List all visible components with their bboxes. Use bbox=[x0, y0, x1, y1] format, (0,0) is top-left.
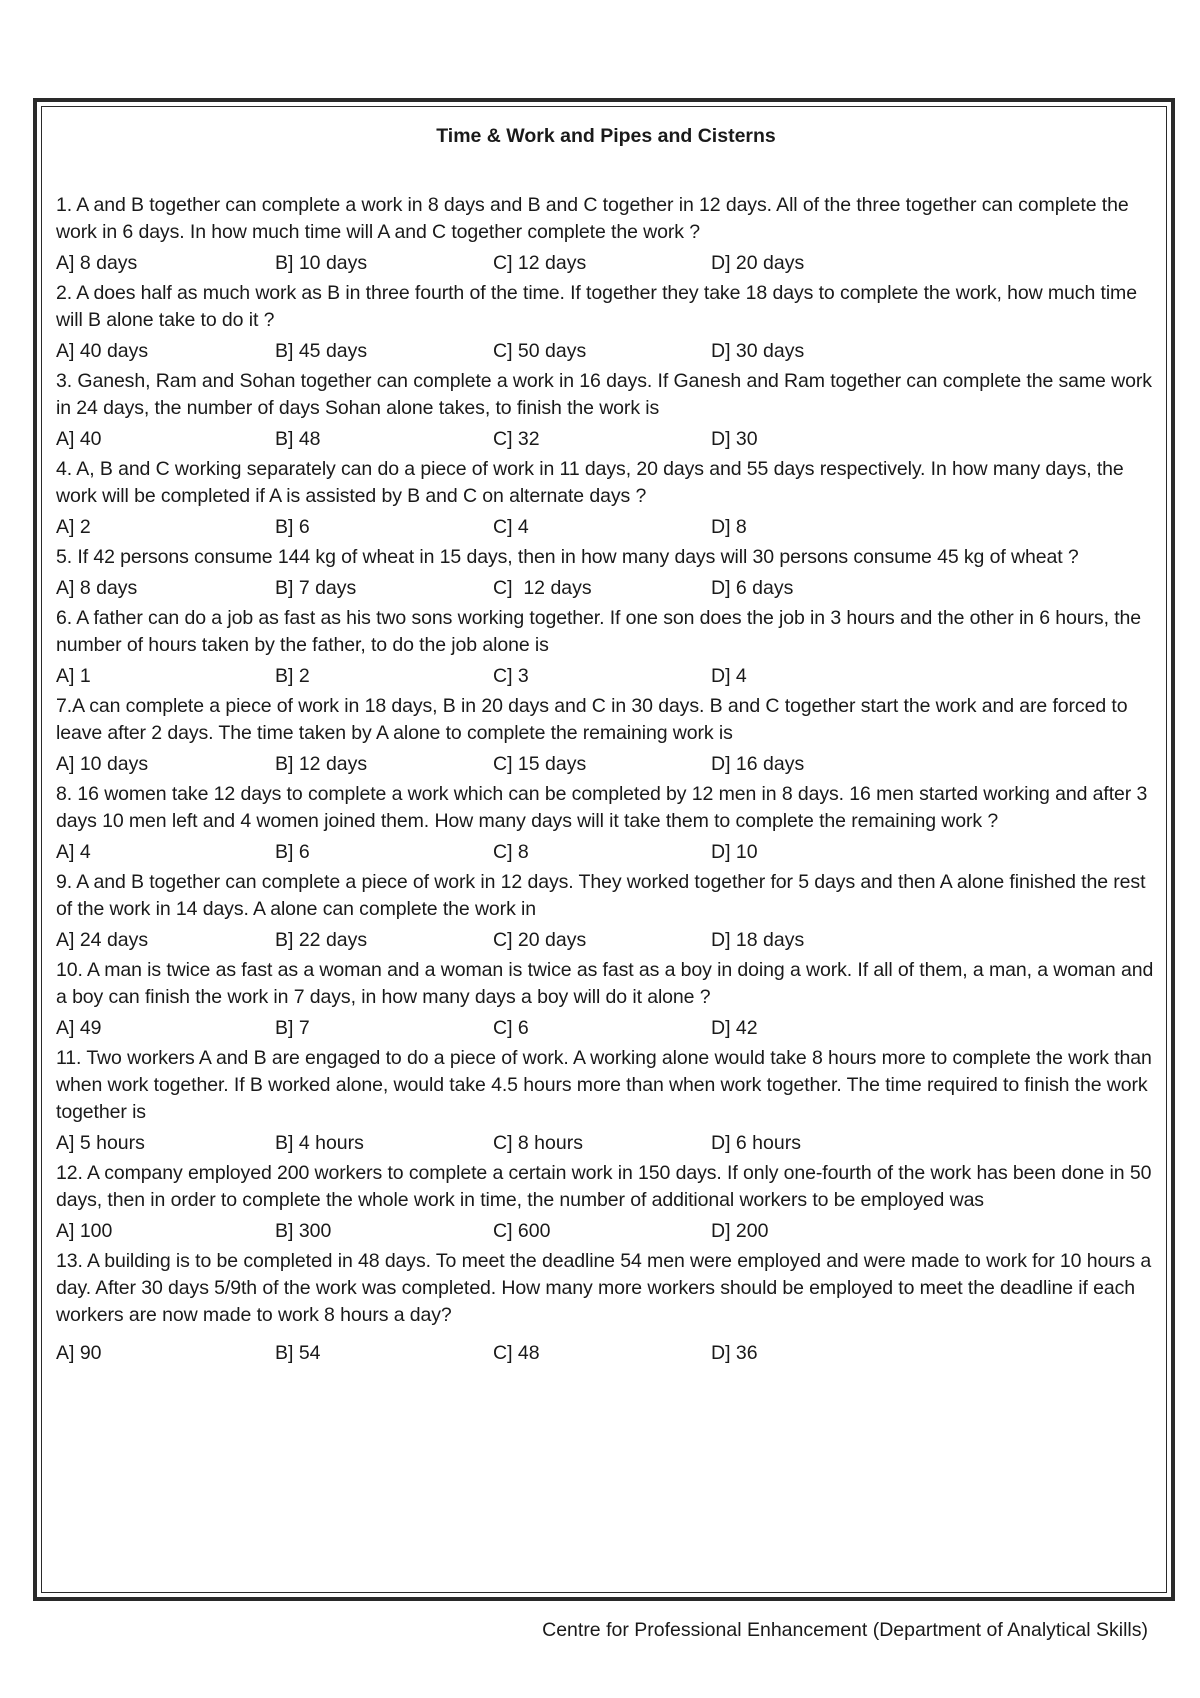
option-row bbox=[56, 1011, 1156, 1045]
option-c: C] 4 bbox=[493, 516, 529, 538]
question-text: 1. A and B together can complete a work in 8 days and B and C together in 12 days. All of the three together can complete the work in 6 days. In how much time will A and C together complete the work ? bbox=[56, 194, 1129, 243]
question bbox=[56, 781, 1156, 869]
option-row bbox=[56, 334, 1156, 368]
option-d: D] 10 bbox=[711, 841, 758, 863]
question bbox=[56, 544, 1156, 605]
option-d: D] 6 hours bbox=[711, 1132, 801, 1154]
option-c: C] 48 bbox=[493, 1342, 540, 1364]
option-c: C] 3 bbox=[493, 665, 529, 687]
question bbox=[56, 368, 1156, 456]
question-text: 7.A can complete a piece of work in 18 days, B in 20 days and C in 30 days. B and C together start the work and are forced to leave after 2 days. The time taken by A alone to complete the remaining work is bbox=[56, 695, 1128, 744]
option-d: D] 30 days bbox=[711, 340, 805, 362]
option-row bbox=[56, 1214, 1156, 1248]
option-b: B] 4 hours bbox=[275, 1132, 364, 1154]
option-c: C] 20 days bbox=[493, 929, 587, 951]
question-list bbox=[56, 192, 1156, 1375]
worksheet-content bbox=[56, 124, 1156, 1375]
question bbox=[56, 456, 1156, 544]
option-b: B] 10 days bbox=[275, 252, 368, 274]
option-c: C] 8 hours bbox=[493, 1132, 583, 1154]
option-c: C] 50 days bbox=[493, 340, 587, 362]
option-row bbox=[56, 747, 1156, 781]
question bbox=[56, 605, 1156, 693]
option-d: D] 30 bbox=[711, 428, 758, 450]
option-a: A] 49 bbox=[56, 1017, 102, 1039]
option-row bbox=[56, 571, 1156, 605]
option-row bbox=[56, 835, 1156, 869]
option-row bbox=[56, 422, 1156, 456]
question bbox=[56, 1045, 1156, 1160]
option-a: A] 40 days bbox=[56, 340, 149, 362]
option-row bbox=[56, 923, 1156, 957]
option-a: A] 1 bbox=[56, 665, 91, 687]
question-text: 6. A father can do a job as fast as his two sons working together. If one son does the job in 3 hours and the other in 6 hours, the number of hours taken by the father, to do the job alone is bbox=[56, 607, 1142, 656]
option-row bbox=[56, 1331, 1156, 1375]
option-d: D] 18 days bbox=[711, 929, 805, 951]
option-b: B] 300 bbox=[275, 1220, 332, 1242]
question-text: 2. A does half as much work as B in three fourth of the time. If together they take 18 days to complete the work, how much time will B alone take to do it ? bbox=[56, 282, 1137, 331]
option-b: B] 48 bbox=[275, 428, 321, 450]
option-d: D] 16 days bbox=[711, 753, 805, 775]
option-c: C] 32 bbox=[493, 428, 540, 450]
option-a: A] 4 bbox=[56, 841, 91, 863]
option-c: C] 6 bbox=[493, 1017, 529, 1039]
question bbox=[56, 1248, 1156, 1375]
option-b: B] 6 bbox=[275, 516, 310, 538]
option-b: B] 22 days bbox=[275, 929, 368, 951]
option-d: D] 6 days bbox=[711, 577, 794, 599]
footer-text: Centre for Professional Enhancement (Department of Analytical Skills) bbox=[542, 1619, 1148, 1641]
option-b: B] 7 bbox=[275, 1017, 310, 1039]
option-c: C] 600 bbox=[493, 1220, 551, 1242]
option-a: A] 10 days bbox=[56, 753, 149, 775]
option-c: C] 12 days bbox=[493, 577, 592, 599]
question-text: 5. If 42 persons consume 144 kg of wheat in 15 days, then in how many days will 30 persons consume 45 kg of wheat ? bbox=[56, 546, 1079, 568]
option-d: D] 200 bbox=[711, 1220, 769, 1242]
option-b: B] 2 bbox=[275, 665, 310, 687]
option-b: B] 54 bbox=[275, 1342, 321, 1364]
option-row bbox=[56, 246, 1156, 280]
question bbox=[56, 869, 1156, 957]
option-a: A] 90 bbox=[56, 1342, 102, 1364]
question-text: 9. A and B together can complete a piece of work in 12 days. They worked together for 5 days and then A alone finished the rest of the work in 14 days. A alone can complete the work in bbox=[56, 871, 1146, 920]
option-a: A] 8 days bbox=[56, 252, 138, 274]
question bbox=[56, 957, 1156, 1045]
option-b: B] 45 days bbox=[275, 340, 368, 362]
option-a: A] 2 bbox=[56, 516, 91, 538]
page-title: Time & Work and Pipes and Cisterns bbox=[436, 125, 776, 147]
option-a: A] 24 days bbox=[56, 929, 149, 951]
option-a: A] 40 bbox=[56, 428, 102, 450]
question bbox=[56, 280, 1156, 368]
option-d: D] 8 bbox=[711, 516, 747, 538]
option-c: C] 8 bbox=[493, 841, 529, 863]
option-row bbox=[56, 659, 1156, 693]
question bbox=[56, 693, 1156, 781]
question bbox=[56, 1160, 1156, 1248]
option-b: B] 6 bbox=[275, 841, 310, 863]
option-a: A] 5 hours bbox=[56, 1132, 145, 1154]
question-text: 11. Two workers A and B are engaged to do a piece of work. A working alone would take 8 hours more to complete the work than when work together. If B worked alone, would take 4.5 hours more than when work together. The time required to finish the work together is bbox=[56, 1047, 1152, 1123]
question-text: 3. Ganesh, Ram and Sohan together can complete a work in 16 days. If Ganesh and Ram together can complete the same work in 24 days, the number of days Sohan alone takes, to finish the work is bbox=[56, 370, 1152, 419]
option-d: D] 36 bbox=[711, 1342, 758, 1364]
option-b: B] 12 days bbox=[275, 753, 368, 775]
question-text: 10. A man is twice as fast as a woman and a woman is twice as fast as a boy in doing a work. If all of them, a man, a woman and a boy can finish the work in 7 days, in how many days a boy will do it alone ? bbox=[56, 959, 1154, 1008]
question-text: 13. A building is to be completed in 48 days. To meet the deadline 54 men were employed and were made to work for 10 hours a day. After 30 days 5/9th of the work was completed. How many more workers should be employed to meet the deadline if each workers are now made to work 8 hours a day? bbox=[56, 1250, 1152, 1326]
option-a: A] 100 bbox=[56, 1220, 113, 1242]
option-d: D] 20 days bbox=[711, 252, 805, 274]
option-d: D] 4 bbox=[711, 665, 747, 687]
option-row bbox=[56, 1126, 1156, 1160]
question-text: 8. 16 women take 12 days to complete a work which can be completed by 12 men in 8 days. 16 men started working and after 3 days 10 men left and 4 women joined them. How many days will it take them to complete the remaining work ? bbox=[56, 783, 1148, 832]
question-text: 4. A, B and C working separately can do a piece of work in 11 days, 20 days and 55 days respectively. In how many days, the work will be completed if A is assisted by B and C on alternate days ? bbox=[56, 458, 1124, 507]
option-b: B] 7 days bbox=[275, 577, 357, 599]
option-d: D] 42 bbox=[711, 1017, 758, 1039]
option-row bbox=[56, 510, 1156, 544]
question-text: 12. A company employed 200 workers to complete a certain work in 150 days. If only one-fourth of the work has been done in 50 days, then in order to complete the whole work in time, the number of additional workers to be employed was bbox=[56, 1162, 1152, 1211]
option-c: C] 15 days bbox=[493, 753, 587, 775]
option-c: C] 12 days bbox=[493, 252, 587, 274]
question bbox=[56, 192, 1156, 280]
option-a: A] 8 days bbox=[56, 577, 138, 599]
